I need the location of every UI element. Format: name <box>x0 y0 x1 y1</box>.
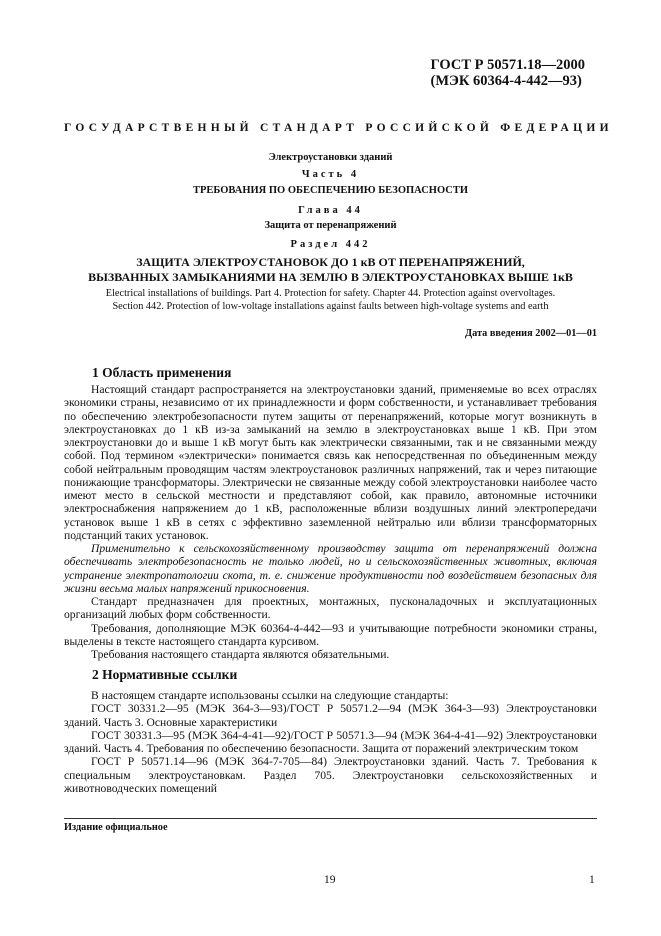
section-1-body <box>64 383 597 661</box>
standard-code-iec: (МЭК 60364-4-442—93) <box>430 73 582 89</box>
title-main-line1: ЗАЩИТА ЭЛЕКТРОУСТАНОВОК ДО 1 кВ ОТ ПЕРЕНАПРЯЖЕНИЙ, <box>136 255 525 269</box>
title-subject: Электроустановки зданий <box>268 152 393 163</box>
title-main-line2: ВЫЗВАННЫХ ЗАМЫКАНИЯМИ НА ЗЕМЛЮ В ЭЛЕКТРОУСТАНОВКАХ ВЫШЕ 1кВ <box>88 270 573 284</box>
footer-divider <box>64 818 597 819</box>
title-part: Часть 4 <box>301 169 360 180</box>
state-standard-title: ГОСУДАРСТВЕННЫЙ СТАНДАРТ РОССИЙСКОЙ ФЕДЕРАЦИИ <box>64 122 613 134</box>
title-chapter: Глава 44 <box>298 205 363 216</box>
page-number-center: 19 <box>324 874 336 886</box>
paragraph: Настоящий стандарт распространяется на электроустановки зданий, применяемые во всех отраслях экономики страны, независимо от их принадлежности и форм собственности, и устанавливает требования по обеспечению электробезопасности путем защиты от перенапряжений, которые могут возникнуть в электроустановках до 1 кВ из-за замыканий на землю в электроустановках выше 1 кВ. При этом электроустановки до и выше 1 кВ могут быть как электрически связанными, так и не связанными между собой. Под термином «электрически» понимается связь как непосредственная по объединенным между собой нейтральным проводящим частям электроустановок различных напряжений, так и через питающие понижающие трансформаторы. Электрически не связанные между собой электроустановки наиболее часто имеют место в сельской местности и представляют собой, как правило, автономные источники электроснабжения напряжением до 1 кВ, расположенные вблизи воздушных линий электропередачи установок выше 1 кВ в сетях с эффективно заземленной нейтралью или вблизи трансформаторных подстанций таких установок. <box>64 383 597 542</box>
english-title-line2: Section 442. Protection of low-voltage installations against faults between high-voltage systems and earth <box>112 301 549 312</box>
reference-item: ГОСТ 30331.2—95 (МЭК 364-3—93)/ГОСТ Р 50571.2—94 (МЭК 364-3—93) Электроустановки зданий. Часть 3. Основные характеристики <box>64 702 597 729</box>
section-2-heading: 2 Нормативные ссылки <box>92 667 238 682</box>
title-section: Раздел 442 <box>290 239 371 250</box>
standard-code <box>431 57 585 89</box>
page-number-right: 1 <box>589 874 595 886</box>
section-1-heading: 1 Область применения <box>92 365 232 380</box>
paragraph: В настоящем стандарте использованы ссылки на следующие стандарты: <box>91 689 449 702</box>
paragraph: Требования, дополняющие МЭК 60364-4-442—93 и учитывающие потребности экономики страны, выделены в тексте настоящего стандарта курсивом. <box>64 621 597 648</box>
reference-item: ГОСТ 30331.3—95 (МЭК 364-4-41—92)/ГОСТ Р 50571.3—94 (МЭК 364-4-41—92) Электроустановки зданий. Часть 4. Требования по обеспечению безопасности. Защита от поражений электрическим током <box>64 728 597 755</box>
standard-code-gost: ГОСТ Р 50571.18—2000 <box>430 57 585 73</box>
section-2-body <box>64 689 597 795</box>
paragraph: Стандарт предназначен для проектных, монтажных, пусконаладочных и эксплуатационных организаций любых форм собственности. <box>64 595 597 622</box>
title-part-name: ТРЕБОВАНИЯ ПО ОБЕСПЕЧЕНИЮ БЕЗОПАСНОСТИ <box>192 185 469 196</box>
paragraph-italic: Применительно к сельскохозяйственному производству защита от перенапряжений должна обеспечивать электробезопасность не только людей, но и сельскохозяйственных животных, включая устранение электропатологии скота, т. е. снижение продуктивности под воздействием безопасных для жизни весьма малых напряжений прикосновения. <box>64 542 597 595</box>
english-title <box>64 287 597 313</box>
official-edition-label: Издание официальное <box>64 822 168 833</box>
title-chapter-name: Защита от перенапряжений <box>264 220 397 231</box>
effective-date: Дата введения 2002—01—01 <box>465 328 597 339</box>
reference-item: ГОСТ Р 50571.14—96 (МЭК 364-7-705—84) Электроустановки зданий. Часть 7. Требования к специальным электроустановкам. Раздел 705. Электроустановки сельскохозяйственных и животноводческих помещений <box>64 755 597 795</box>
paragraph: Требования настоящего стандарта являются обязательными. <box>91 648 390 661</box>
english-title-line1: Electrical installations of buildings. Part 4. Protection for safety. Chapter 44. Protection against overvoltages. <box>105 288 556 299</box>
